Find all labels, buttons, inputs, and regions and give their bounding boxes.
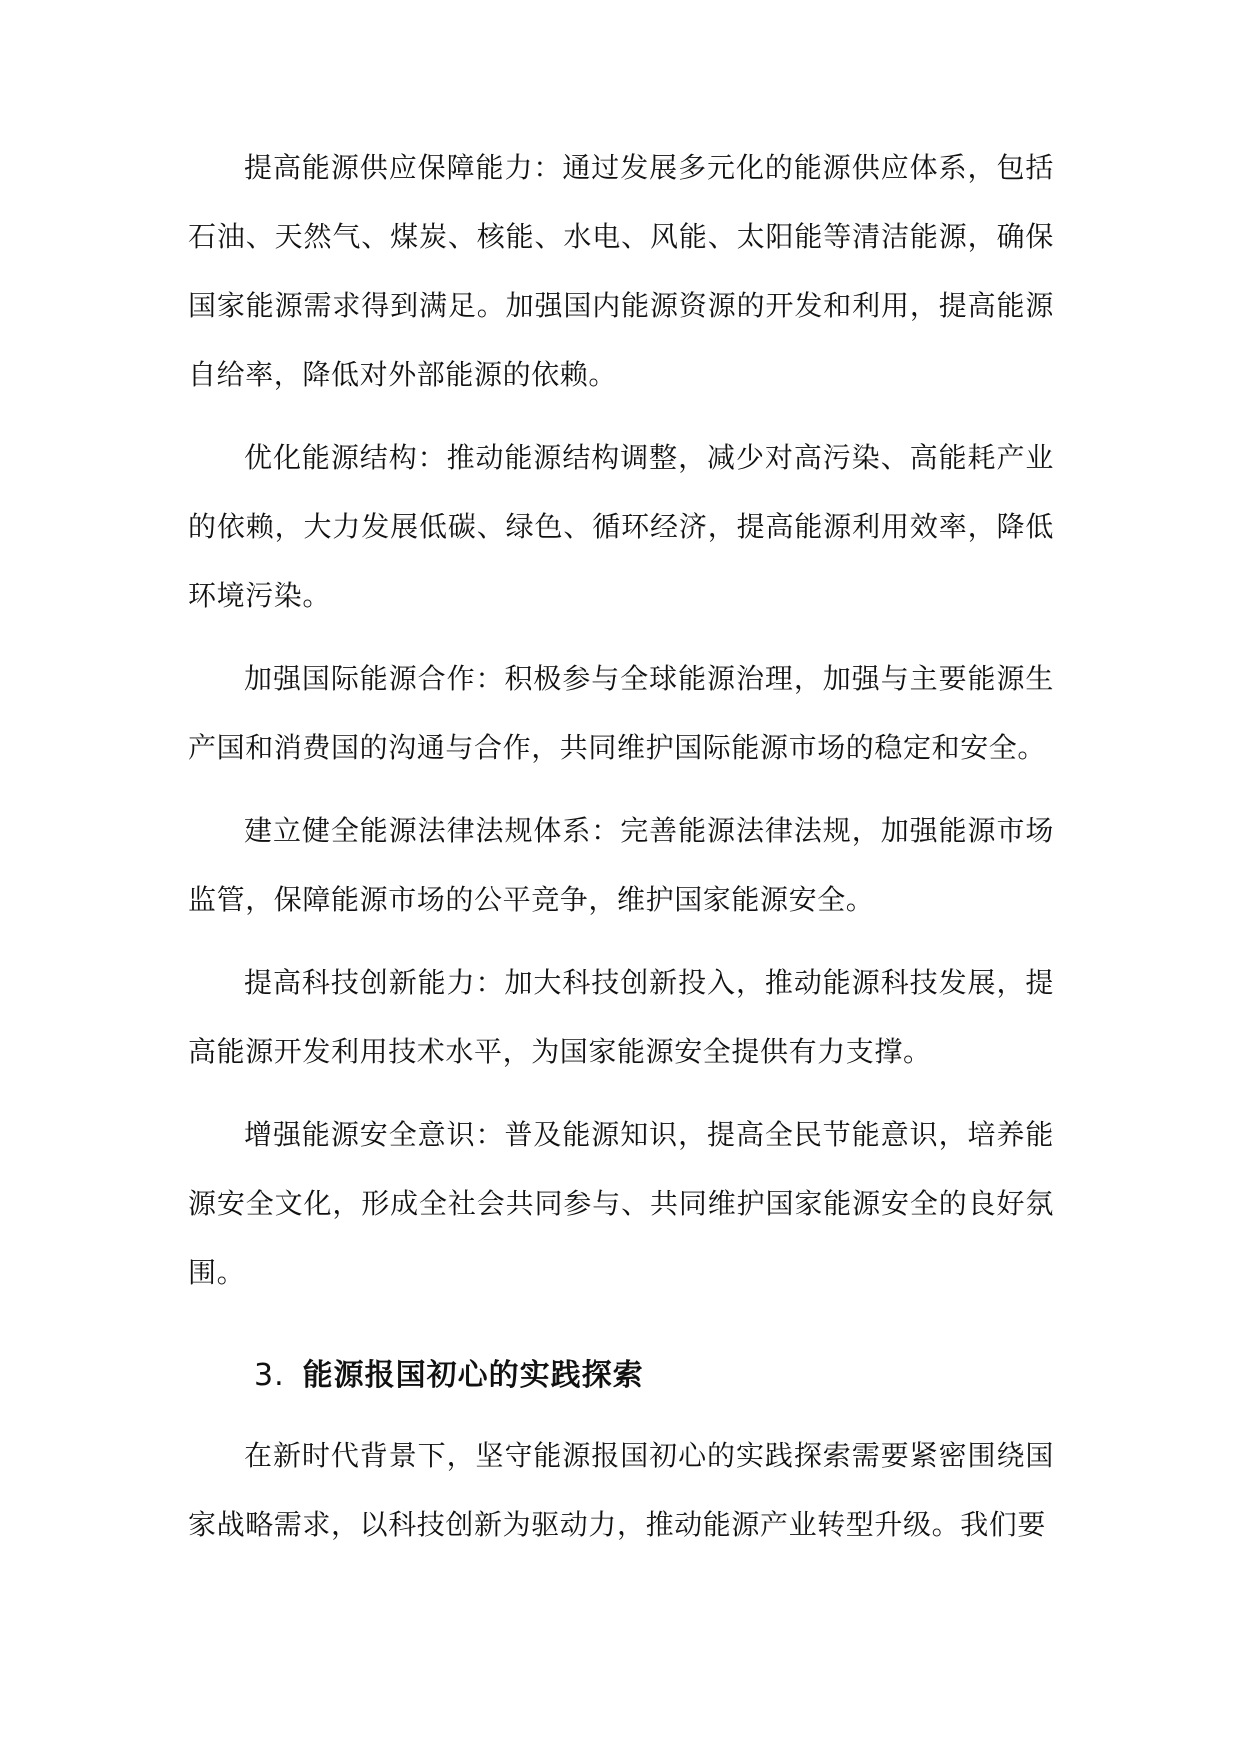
section-number: 3. xyxy=(254,1358,285,1393)
paragraph-tech-innovation: 提高科技创新能力：加大科技创新投入，推动能源科技发展，提高能源开发利用技术水平，为国家能源安全提供有力支撑。 xyxy=(188,966,1054,1068)
paragraph-energy-supply: 提高能源供应保障能力：通过发展多元化的能源供应体系，包括石油、天然气、煤炭、核能、水电、风能、太阳能等清洁能源，确保国家能源需求得到满足。加强国内能源资源的开发和利用，提高能源自给率，降低对外部能源的依赖。 xyxy=(188,151,1054,391)
section-title: 能源报国初心的实践探索 xyxy=(302,1358,644,1393)
paragraph-security-awareness: 增强能源安全意识：普及能源知识，提高全民节能意识，培养能源安全文化，形成全社会共同参与、共同维护国家能源安全的良好氛围。 xyxy=(188,1118,1054,1289)
paragraph-legal-system: 建立健全能源法律法规体系：完善能源法律法规，加强能源市场监管，保障能源市场的公平竞争，维护国家能源安全。 xyxy=(188,814,1054,916)
paragraph-practice-exploration: 在新时代背景下，坚守能源报国初心的实践探索需要紧密围绕国家战略需求，以科技创新为驱动力，推动能源产业转型升级。我们要 xyxy=(188,1439,1054,1541)
paragraph-international-cooperation: 加强国际能源合作：积极参与全球能源治理，加强与主要能源生产国和消费国的沟通与合作，共同维护国际能源市场的稳定和安全。 xyxy=(188,662,1054,764)
paragraph-energy-structure: 优化能源结构：推动能源结构调整，减少对高污染、高能耗产业的依赖，大力发展低碳、绿色、循环经济，提高能源利用效率，降低环境污染。 xyxy=(188,441,1054,612)
section-heading xyxy=(188,1351,1054,1401)
